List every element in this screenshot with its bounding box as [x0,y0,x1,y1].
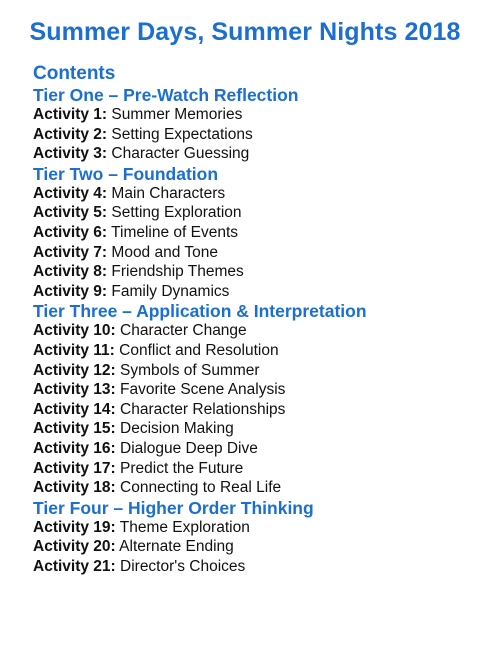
activity-label: Activity 2: [33,125,108,143]
activity-name: Theme Exploration [119,518,250,536]
contents-heading: Contents [33,63,116,84]
activity-label: Activity 10: [33,322,116,340]
list-item [33,419,490,439]
activity-name: Connecting to Real Life [120,479,282,497]
activity-name: Friendship Themes [111,263,244,281]
activity-label: Activity 18: [33,479,116,497]
list-item [33,459,490,479]
activity-list [33,184,490,302]
activity-label: Activity 9: [33,282,108,300]
activity-list [33,321,490,497]
tier-section [33,498,490,577]
activity-name: Symbols of Summer [120,361,260,379]
activity-name: Mood and Tone [111,243,218,261]
activity-label: Activity 4: [33,184,108,202]
activity-label: Activity 15: [33,420,116,438]
list-item [33,439,490,459]
list-item [33,518,490,538]
list-item [33,262,490,282]
activity-name: Predict the Future [120,459,244,477]
tier-heading: Tier Two – Foundation [33,163,219,184]
activity-name: Main Characters [111,184,226,202]
activity-name: Character Change [120,322,247,340]
activity-label: Activity 14: [33,400,116,418]
list-item [33,321,490,341]
activity-label: Activity 17: [33,459,116,477]
activity-list [33,105,490,164]
list-item [33,243,490,263]
activity-label: Activity 16: [33,439,116,457]
list-item [33,400,490,420]
document-title: Summer Days, Summer Nights 2018 [29,18,461,46]
activity-list [33,518,490,577]
activity-label: Activity 19: [33,518,116,536]
activity-name: Setting Expectations [111,125,253,143]
tier-heading: Tier Four – Higher Order Thinking [33,497,314,518]
activity-label: Activity 20: [33,538,116,556]
activity-label: Activity 21: [33,557,116,575]
activity-label: Activity 1: [33,106,108,123]
activity-name: Director's Choices [120,557,246,575]
list-item [33,105,490,125]
activity-name: Alternate Ending [119,538,234,556]
activity-name: Family Dynamics [111,282,230,300]
table-of-contents [33,85,490,576]
activity-label: Activity 5: [33,204,108,222]
activity-name: Favorite Scene Analysis [120,381,286,399]
activity-name: Timeline of Events [111,223,239,241]
tier-section [33,164,490,302]
list-item [33,361,490,381]
activity-label: Activity 11: [33,341,115,359]
activity-label: Activity 12: [33,361,116,379]
list-item [33,184,490,204]
list-item [33,125,490,145]
list-item [33,380,490,400]
list-item [33,478,490,498]
activity-label: Activity 8: [33,263,108,281]
list-item [33,203,490,223]
activity-name: Setting Exploration [111,204,242,222]
list-item [33,537,490,557]
activity-name: Decision Making [120,420,234,438]
activity-label: Activity 7: [33,243,108,261]
activity-label: Activity 13: [33,381,116,399]
activity-name: Dialogue Deep Dive [120,439,258,457]
activity-name: Character Guessing [111,145,250,163]
activity-name: Summer Memories [111,106,243,123]
tier-heading: Tier One – Pre-Watch Reflection [33,85,299,105]
list-item [33,223,490,243]
activity-name: Character Relationships [120,400,286,418]
tier-heading: Tier Three – Application & Interpretation [33,301,367,322]
tier-section [33,85,490,164]
activity-name: Conflict and Resolution [119,341,279,359]
list-item [33,282,490,302]
activity-label: Activity 3: [33,145,108,163]
list-item [33,144,490,164]
list-item [33,341,490,361]
tier-section [33,301,490,497]
list-item [33,557,490,577]
activity-label: Activity 6: [33,223,108,241]
